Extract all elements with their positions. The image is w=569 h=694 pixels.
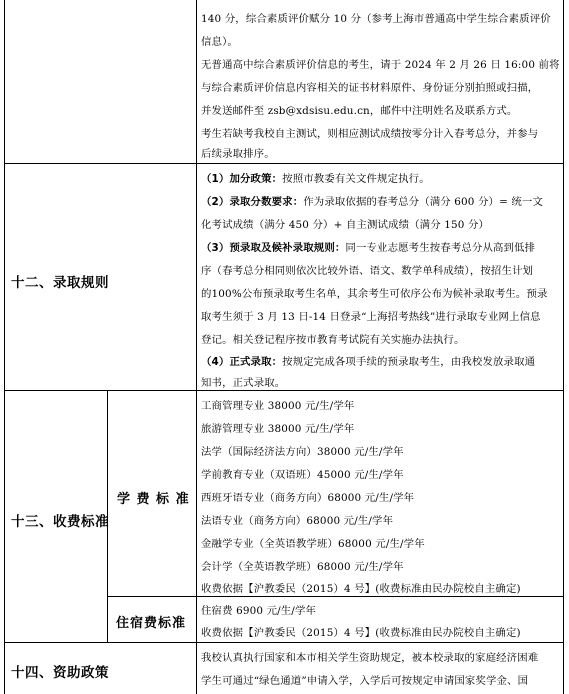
tuition-line-7: 金融学专业（全英语教学班）68000 元/生/学年 (201, 538, 425, 550)
s12-p3-line4: 取考生须于 3 月 13 日-14 日登录“上海招考热线”进行录取专业网上信息 (201, 311, 541, 323)
s11-line-3: 无普通高中综合素质评价信息的考生，请于 2024 年 2 月 26 日 16:00 前将 (201, 59, 560, 71)
section-12-heading: 十二、录取规则 (11, 275, 109, 291)
s14-line-2: 学生可通过“绿色通道”申请入学，入学后可按规定申请国家奖学金、国 (201, 675, 529, 687)
tuition-line-5: 西班牙语专业（商务方向）68000 元/生/学年 (201, 492, 415, 504)
s12-p2-text: 作为录取依据的春考总分（满分 600 分）= 统一文 (303, 196, 544, 208)
s12-p2-lead: （2）录取分数要求： (201, 196, 304, 208)
s12-p4-text: 按规定完成各项手续的预录取考生，由我校发放录取通 (282, 356, 536, 368)
s12-p1 (201, 173, 430, 185)
s12-p4-line2: 知书，正式录取。 (201, 377, 286, 389)
s12-p3-line2: 序（春考总分相同则依次比较外语、语文、数学单科成绩），按招生计划 (201, 265, 534, 277)
s12-p2 (201, 196, 543, 208)
section-14-heading: 十四、资助政策 (11, 665, 109, 681)
section-13-heading: 十三、收费标准 (11, 514, 109, 530)
table-left-border (4, 0, 5, 694)
tuition-line-3: 法学（国际经济法方向）38000 元/生/学年 (201, 446, 404, 458)
lodging-line-1: 住宿费 6900 元/生/学年 (201, 605, 317, 617)
s11-line-4: 与综合素质评价信息内容相关的证书材料原件、身份证分别拍照或扫描， (201, 82, 539, 94)
fee-subrow-divider (107, 596, 564, 597)
tuition-line-1: 工商管理专业 38000 元/生/学年 (201, 400, 355, 412)
s14-line-1: 我校认真执行国家和本市相关学生资助规定，被本校录取的家庭经济困难 (201, 652, 539, 664)
s12-p4-lead: （4）正式录取： (201, 356, 283, 368)
s12-p3-lead: （3）预录取及候补录取规则： (201, 242, 346, 254)
row-divider-14 (4, 642, 564, 643)
s12-p3-line5: 登记。相关登记程序按市教育考试院有关实施办法执行。 (201, 334, 465, 346)
label-column-divider (196, 0, 197, 694)
s12-p1-lead: （1）加分政策： (201, 173, 283, 185)
s12-p1-text: 按照市教委有关文件规定执行。 (282, 173, 430, 185)
s12-p3-text: 同一专业志愿考生按春考总分从高到低排 (345, 242, 536, 254)
s12-p2-line2: 化考试成绩（满分 450 分）+ 自主测试成绩（满分 150 分） (201, 219, 490, 231)
tuition-line-2: 旅游管理专业 38000 元/生/学年 (201, 423, 355, 435)
row-divider-13 (4, 390, 564, 391)
s11-line-5: 并发送邮件至 zsb@xdsisu.edu.cn，邮件中注明姓名及联系方式。 (201, 105, 518, 117)
tuition-label: 学 费 标 准 (117, 492, 190, 507)
lodging-label: 住宿费标准 (116, 616, 187, 631)
s12-p4 (201, 356, 535, 368)
s11-line-1: 140 分，综合素质评价赋分 10 分（参考上海市普通高中学生综合素质评价 (201, 13, 551, 25)
tuition-line-8: 会计学（全英语教学班）68000 元/生/学年 (201, 561, 404, 573)
tuition-line-4: 学前教育专业（双语班）45000 元/生/学年 (201, 469, 404, 481)
s12-p3 (201, 242, 535, 254)
table-right-border (563, 0, 564, 694)
s11-line-2: 信息）。 (201, 36, 238, 48)
tuition-line-6: 法语专业（商务方向）68000 元/生/学年 (201, 515, 394, 527)
s11-line-6: 考生若缺考我校自主测试，则相应测试成绩按零分计入春考总分，并参与 (201, 128, 539, 140)
lodging-line-2: 收费依据【沪教委民（2015）4 号】(收费标准由民办院校自主确定) (201, 627, 521, 639)
s12-p3-line3: 的100%公布预录取考生名单，其余考生可依序公布为候补录取考生。预录 (201, 288, 548, 300)
row-divider-12 (4, 163, 564, 164)
s11-line-7: 后续录取排序。 (201, 148, 275, 160)
tuition-line-9: 收费依据【沪教委民（2015）4 号】(收费标准由民办院校自主确定) (201, 583, 521, 595)
